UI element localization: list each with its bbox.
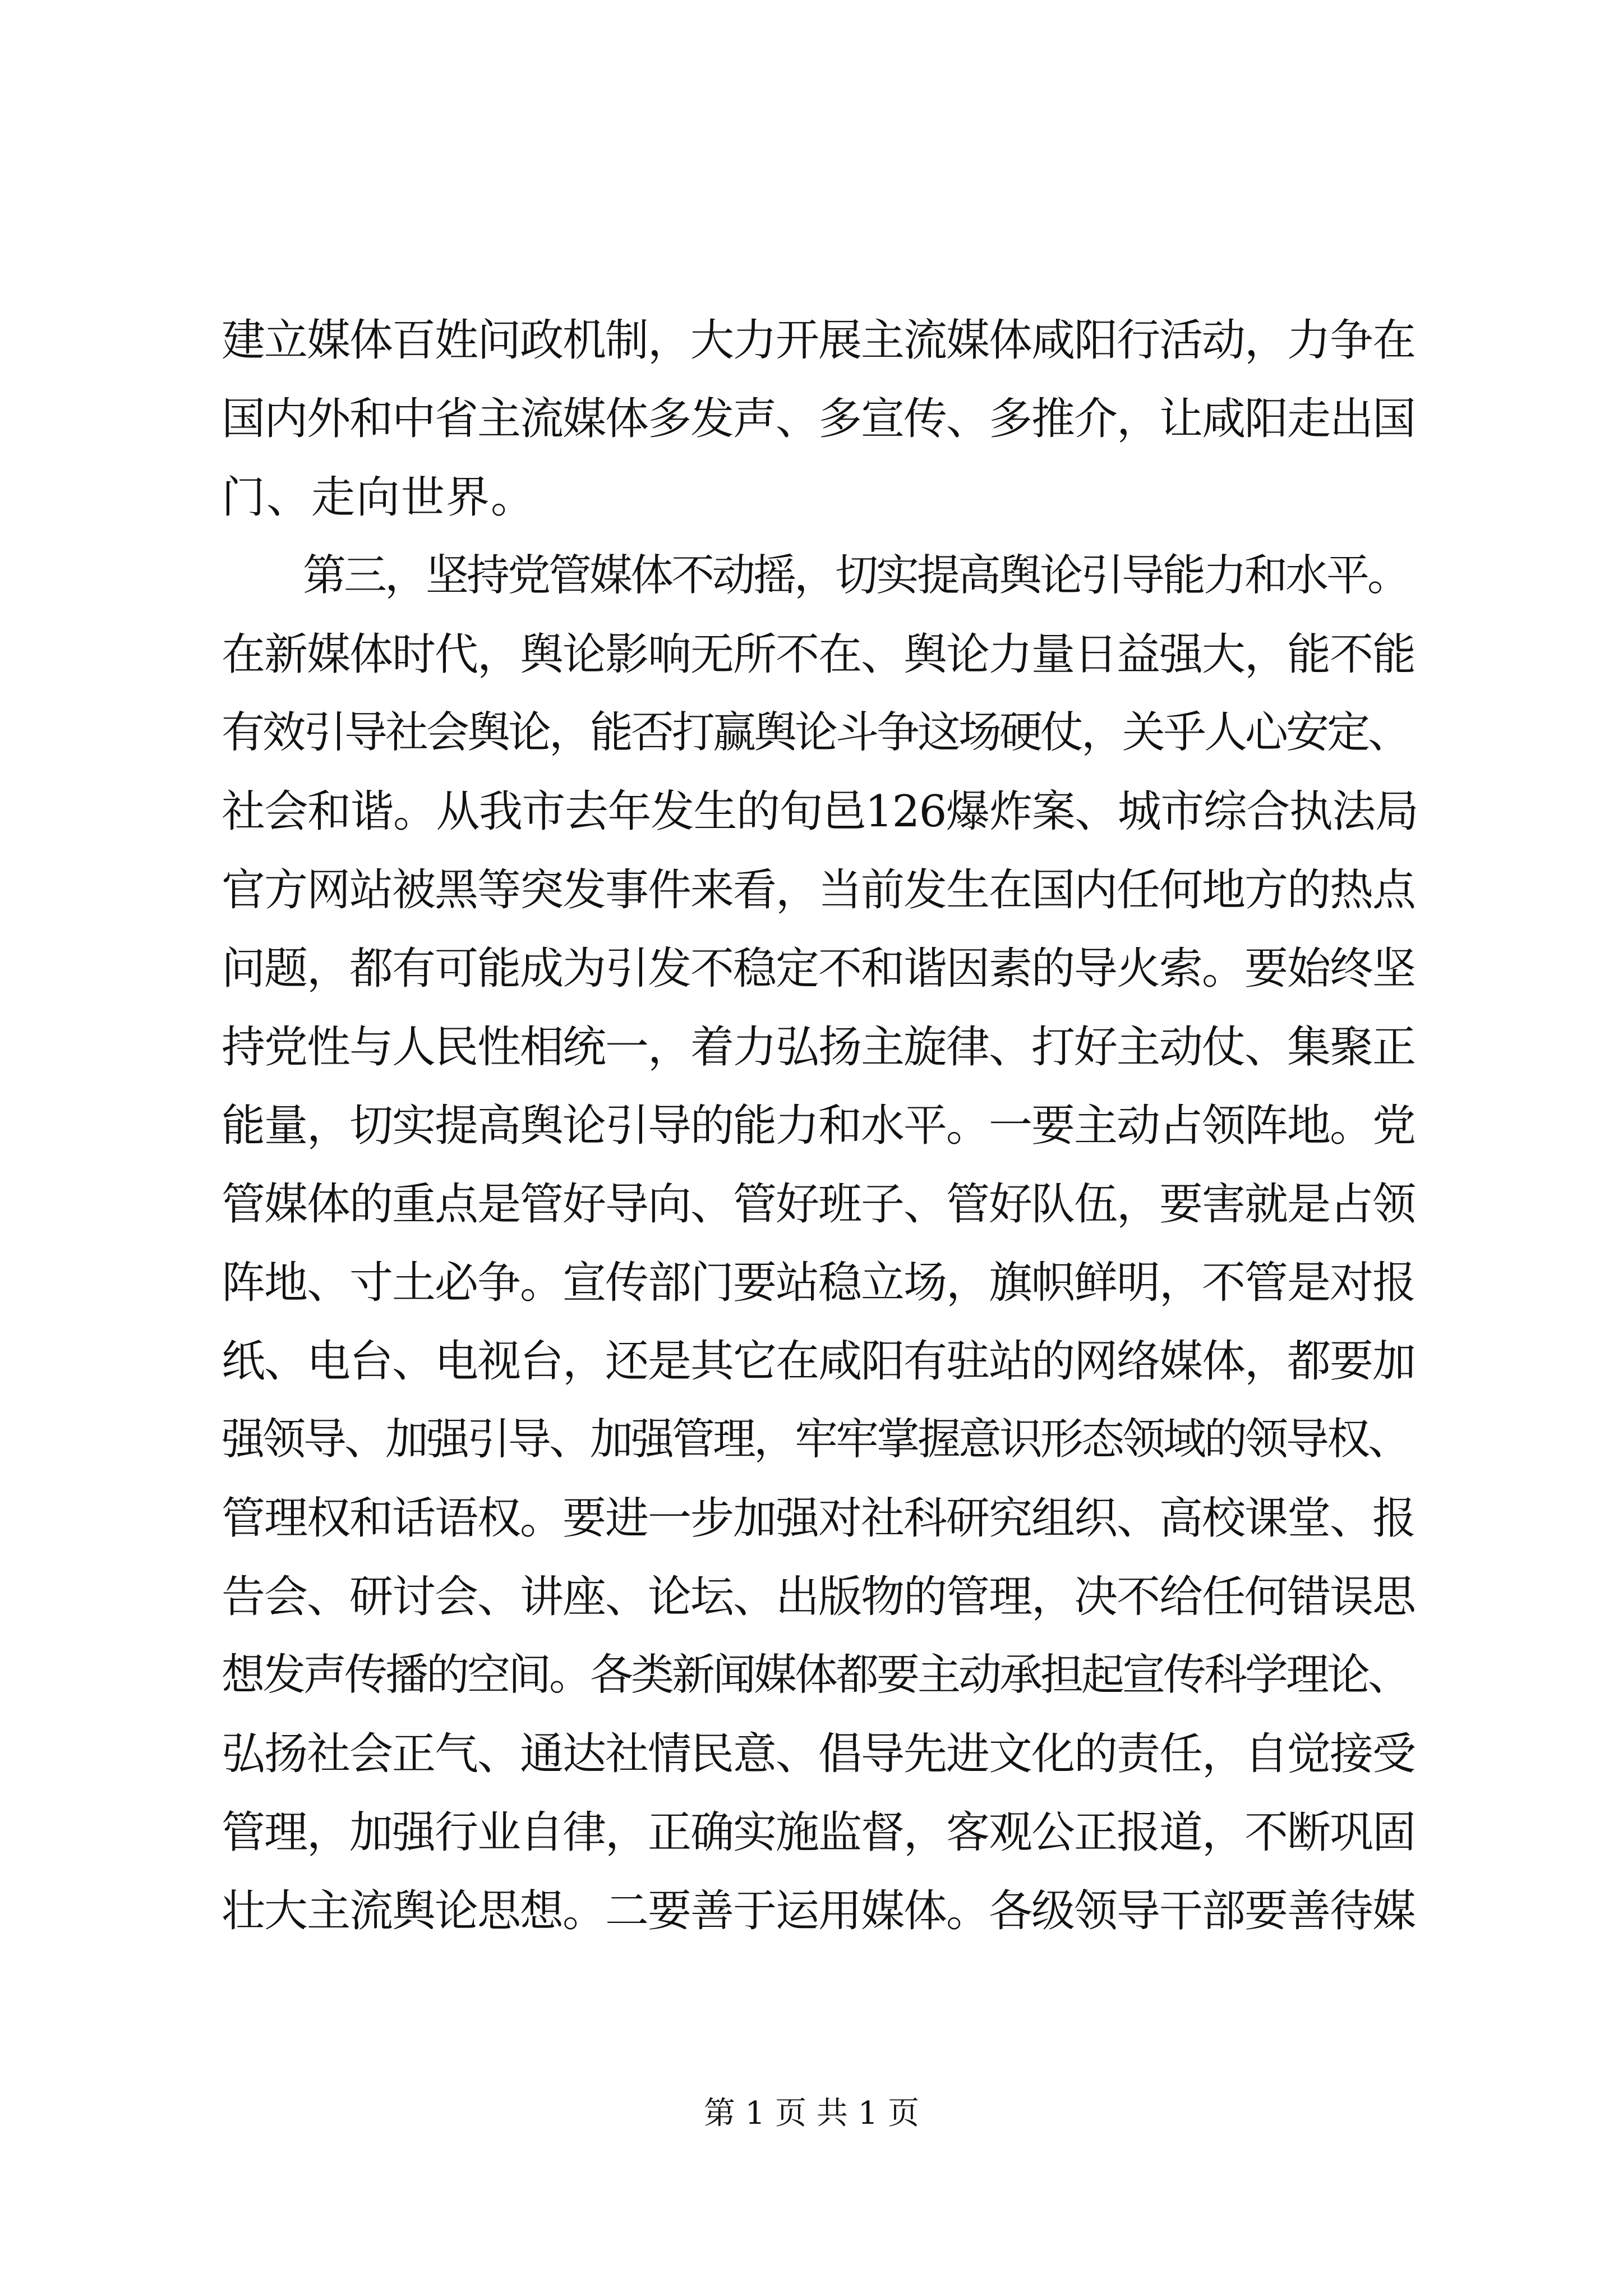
text-line-2: 国内外和中省主流媒体多发声、多宣传、多推介，让咸阳走出国 — [222, 394, 1415, 444]
text-line-12: 管媒体的重点是管好导向、管好班子、管好队伍，要害就是占领 — [222, 1179, 1415, 1230]
text-line-7: 社会和谐。从我市去年发生的旬邑126爆炸案、城市综合执法局 — [222, 786, 1418, 837]
text-line-9: 问题，都有可能成为引发不稳定不和谐因素的导火索。要始终坚 — [222, 944, 1415, 994]
text-line-16: 管理权和话语权。要进一步加强对社科研究组织、高校课堂、报 — [222, 1493, 1415, 1544]
page-number-footer: 第 1 页 共 1 页 — [703, 2095, 920, 2132]
text-line-3: 门、走向世界。 — [222, 472, 536, 523]
text-line-1: 建立媒体百姓问政机制，大力开展主流媒体咸阳行活动，力争在 — [222, 315, 1415, 366]
text-line-10: 持党性与人民性相统一，着力弘扬主旋律、打好主动仗、集聚正 — [222, 1022, 1415, 1073]
text-line-19: 弘扬社会正气、通达社情民意、倡导先进文化的责任，自觉接受 — [222, 1729, 1415, 1779]
text-line-18: 想发声传播的空间。各类新闻媒体都要主动承担起宣传科学理论、 — [222, 1650, 1409, 1700]
text-line-6: 有效引导社会舆论，能否打赢舆论斗争这场硬仗，关乎人心安定、 — [222, 708, 1409, 758]
text-line-11: 能量，切实提高舆论引导的能力和水平。一要主动占领阵地。党 — [222, 1101, 1415, 1151]
text-line-17: 告会、研讨会、讲座、论坛、出版物的管理，决不给任何错误思 — [222, 1572, 1415, 1622]
text-line-21: 壮大主流舆论思想。二要善于运用媒体。各级领导干部要善待媒 — [222, 1886, 1415, 1936]
text-line-4: 第三，坚持党管媒体不动摇，切实提高舆论引导能力和水平。 — [303, 551, 1408, 601]
text-line-15: 强领导、加强引导、加强管理，牢牢掌握意识形态领域的领导权、 — [222, 1415, 1409, 1465]
text-line-20: 管理，加强行业自律，正确实施监督，客观公正报道，不断巩固 — [222, 1807, 1415, 1858]
text-line-13: 阵地、寸土必争。宣传部门要站稳立场，旗帜鲜明，不管是对报 — [222, 1258, 1415, 1308]
text-line-5: 在新媒体时代，舆论影响无所不在、舆论力量日益强大，能不能 — [222, 629, 1415, 680]
text-line-14: 纸、电台、电视台，还是其它在咸阳有驻站的网络媒体，都要加 — [222, 1336, 1415, 1387]
text-line-8: 官方网站被黑等突发事件来看，当前发生在国内任何地方的热点 — [222, 865, 1415, 915]
